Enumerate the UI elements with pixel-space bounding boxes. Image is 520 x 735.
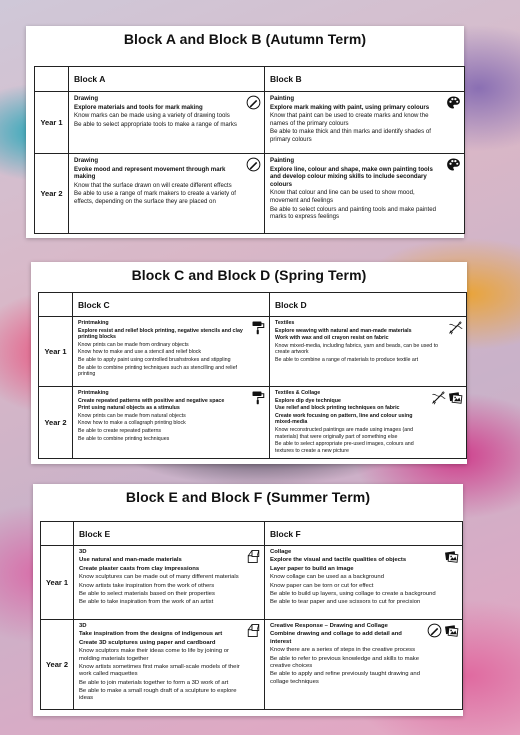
cell <box>265 92 465 154</box>
cell-text: Be able to select colours and painting tools and make painted marks to express feelings <box>270 205 436 221</box>
year-label: Year 1 <box>39 317 73 387</box>
spring-term-card <box>31 262 467 464</box>
column-header-block-f: Block F <box>265 522 463 546</box>
cell-icons <box>251 390 266 405</box>
column-header-block-a: Block A <box>69 67 265 92</box>
table-row <box>35 154 465 234</box>
cell-heading: 3D <box>79 623 87 629</box>
cell-text: Be able to combine printing techniques such as stencilling and relief printing <box>78 364 238 378</box>
corner-cell <box>41 522 74 546</box>
cell <box>265 546 463 620</box>
roller-icon <box>251 390 266 405</box>
cell-icons <box>427 623 459 638</box>
cell-objective: Create repeated patterns with positive and negative space <box>78 397 225 404</box>
roller-icon <box>251 320 266 335</box>
cell-text: Know mixed-media, including fabrics, yarn and beads, can be used to create artwork <box>275 342 439 356</box>
collage-icon <box>448 390 463 405</box>
spring-term-table <box>38 292 467 459</box>
cell-icons <box>246 549 261 564</box>
cell-text: Be able to join materials together to form a 3D work of art <box>79 679 229 686</box>
cell-text: Be able to make thick and thin marks and identify shades of primary colours <box>270 128 431 144</box>
table-row <box>35 92 465 154</box>
table-row <box>41 620 463 710</box>
cell-text: Be able to combine printing techniques <box>78 435 170 442</box>
cell-text: Know reconstructed paintings are made using images (and materials) that were originally part of something else <box>275 427 414 440</box>
summer-term-title: Block E and Block F (Summer Term) <box>125 489 371 505</box>
cell-heading: Drawing <box>74 157 99 164</box>
cell-icons <box>246 157 261 172</box>
table-row <box>41 546 463 620</box>
collage-icon <box>444 623 459 638</box>
cell-objective: Explore resist and relief block printing, negative stencils and clay printing blocks <box>78 327 243 341</box>
pencil-icon <box>246 157 261 172</box>
cell-heading: Painting <box>270 95 295 102</box>
cell-text: Be able to build up layers, using collage to create a background <box>270 590 436 597</box>
cell-icons <box>246 95 261 110</box>
cell <box>265 620 463 710</box>
cell-text: Know sculptures can be made out of many different materials <box>79 574 239 581</box>
cell-text: Know how to make and use a stencil and relief block <box>78 349 202 356</box>
cell-text: Know prints can be made from ordinary objects <box>78 341 189 348</box>
cell-objective: Explore weaving with natural and man-made materials <box>275 327 412 334</box>
cell-text: Know how to make a collagraph printing block <box>78 420 186 427</box>
cell-text: Know sculptors make their ideas come to life by joining or molding materials together <box>79 648 229 662</box>
autumn-term-card <box>26 26 464 238</box>
cell-objective: Evoke mood and represent movement through mark making <box>74 165 226 181</box>
cell-heading: Textiles <box>275 320 295 326</box>
needle-icon <box>431 390 446 405</box>
collage-icon <box>444 549 459 564</box>
year-label: Year 1 <box>35 92 69 154</box>
table-row <box>39 317 467 387</box>
cell-objective: Explore line, colour and shape, make own painting tools and develop colour mixing skills to include secondary colours <box>270 165 433 188</box>
cell-heading: Collage <box>270 549 292 555</box>
cell-text: Be able to select appropriate tools to make a range of marks <box>74 120 237 128</box>
palette-icon <box>446 157 461 172</box>
cell-objective: Create work focusing on pattern, line and colour using mixed-media <box>275 412 413 426</box>
cell-text: Know paper can be torn or cut for effect <box>270 582 374 589</box>
cell-objective: Work with wax and oil crayon resist on fabric <box>275 335 389 342</box>
cell-icons <box>246 623 261 638</box>
cell-icons <box>446 157 461 172</box>
cell-icons <box>431 390 463 405</box>
cell-objective: Combine drawing and collage to add detail and interest <box>270 631 402 645</box>
year-label: Year 1 <box>41 546 74 620</box>
corner-cell <box>39 293 73 317</box>
cell-text: Know that colour and line can be used to show mood, movement and feelings <box>270 189 415 205</box>
cell-text: Know prints can be made from natural objects <box>78 412 186 419</box>
cell-heading: 3D <box>79 549 87 555</box>
cell-text: Know that the surface drawn on will create different effects <box>74 181 232 189</box>
sculpture-icon <box>246 549 261 564</box>
cell <box>69 154 265 234</box>
cell-text: Be able to apply paint using controlled brushstrokes and stippling <box>78 357 231 364</box>
sculpture-icon <box>246 623 261 638</box>
cell-text: Know there are a series of steps in the creative process <box>270 647 416 654</box>
cell-heading: Creative Response – Drawing and Collage <box>270 623 388 629</box>
cell-icons <box>444 549 459 564</box>
cell-text: Be able to select appropriate pre-used images, colours and textures to create a new picture <box>275 441 414 454</box>
cell-objective: Use relief and block printing techniques on fabric <box>275 405 400 412</box>
corner-cell <box>35 67 69 92</box>
summer-term-table <box>40 521 463 710</box>
cell-text: Be able to select materials based on their properties <box>79 590 215 597</box>
cell-icons <box>251 320 266 335</box>
cell-heading: Painting <box>270 157 295 164</box>
cell-text: Be able to tear paper and use scissors to cut for precision <box>270 599 421 606</box>
cell <box>74 620 265 710</box>
palette-icon <box>446 95 461 110</box>
cell-text: Know that paint can be used to create marks and know the names of the primary colours <box>270 112 429 127</box>
cell <box>265 154 465 234</box>
column-header-block-e: Block E <box>74 522 265 546</box>
cell-text: Know artists sometimes first make small-scale models of their work called maquettes <box>79 663 240 678</box>
column-header-block-c: Block C <box>73 293 270 317</box>
cell-text: Be able to apply and refine previously taught drawing and collage techniques <box>270 671 420 685</box>
cell-text: Be able to take inspiration from the work of an artist <box>79 599 214 606</box>
cell <box>270 317 467 387</box>
cell-objective: Explore materials and tools for mark making <box>74 103 203 111</box>
cell-objective: Explore the visual and tactile qualities of objects <box>270 557 407 564</box>
cell <box>74 546 265 620</box>
cell <box>73 387 270 459</box>
cell-objective: Layer paper to build an image <box>270 565 354 572</box>
autumn-term-title: Block A and Block B (Autumn Term) <box>123 31 367 47</box>
cell-objective: Take inspiration from the designs of indigenous art <box>79 631 223 638</box>
cell-text: Be able to use a range of mark makers to create a variety of effects, depending on the surface they are placed on <box>74 190 236 206</box>
cell-objective: Use natural and man-made materials <box>79 557 182 564</box>
cell-objective: Create plaster casts from clay impressions <box>79 565 200 572</box>
pencil-icon <box>246 95 261 110</box>
cell-text: Be able to make a small rough draft of a sculpture to explore ideas <box>79 688 237 702</box>
year-label: Year 2 <box>35 154 69 234</box>
cell <box>73 317 270 387</box>
pencil-icon <box>427 623 442 638</box>
autumn-term-table <box>34 66 465 234</box>
cell-text: Know artists take inspiration from the work of others <box>79 582 215 589</box>
cell-heading: Drawing <box>74 95 99 102</box>
table-row <box>39 387 467 459</box>
cell-icons <box>446 95 461 110</box>
cell <box>270 387 467 459</box>
cell-icons <box>448 320 463 335</box>
cell-text: Know marks can be made using a variety of drawing tools <box>74 112 230 120</box>
cell-text: Be able to create repeated patterns <box>78 428 162 435</box>
spring-term-title: Block C and Block D (Spring Term) <box>131 267 367 283</box>
cell-objective: Explore mark making with paint, using primary colours <box>270 103 430 111</box>
cell-heading: Textiles & Collage <box>275 390 321 396</box>
cell-text: Know collage can be used as a background <box>270 574 384 581</box>
cell-text: Be able to refer to previous knowledge and skills to make creative choices <box>270 655 419 669</box>
cell-objective: Print using natural objects as a stimulus <box>78 405 180 412</box>
cell-heading: Printmaking <box>78 320 109 326</box>
cell-objective: Create 3D sculptures using paper and cardboard <box>79 639 216 646</box>
column-header-block-b: Block B <box>265 67 465 92</box>
cell-objective: Explore dip dye technique <box>275 397 341 404</box>
needle-icon <box>448 320 463 335</box>
summer-term-card <box>33 484 463 716</box>
column-header-block-d: Block D <box>270 293 467 317</box>
cell-heading: Printmaking <box>78 390 109 396</box>
cell-text: Be able to combine a range of materials to produce textile art <box>275 357 419 364</box>
year-label: Year 2 <box>41 620 74 710</box>
year-label: Year 2 <box>39 387 73 459</box>
cell <box>69 92 265 154</box>
